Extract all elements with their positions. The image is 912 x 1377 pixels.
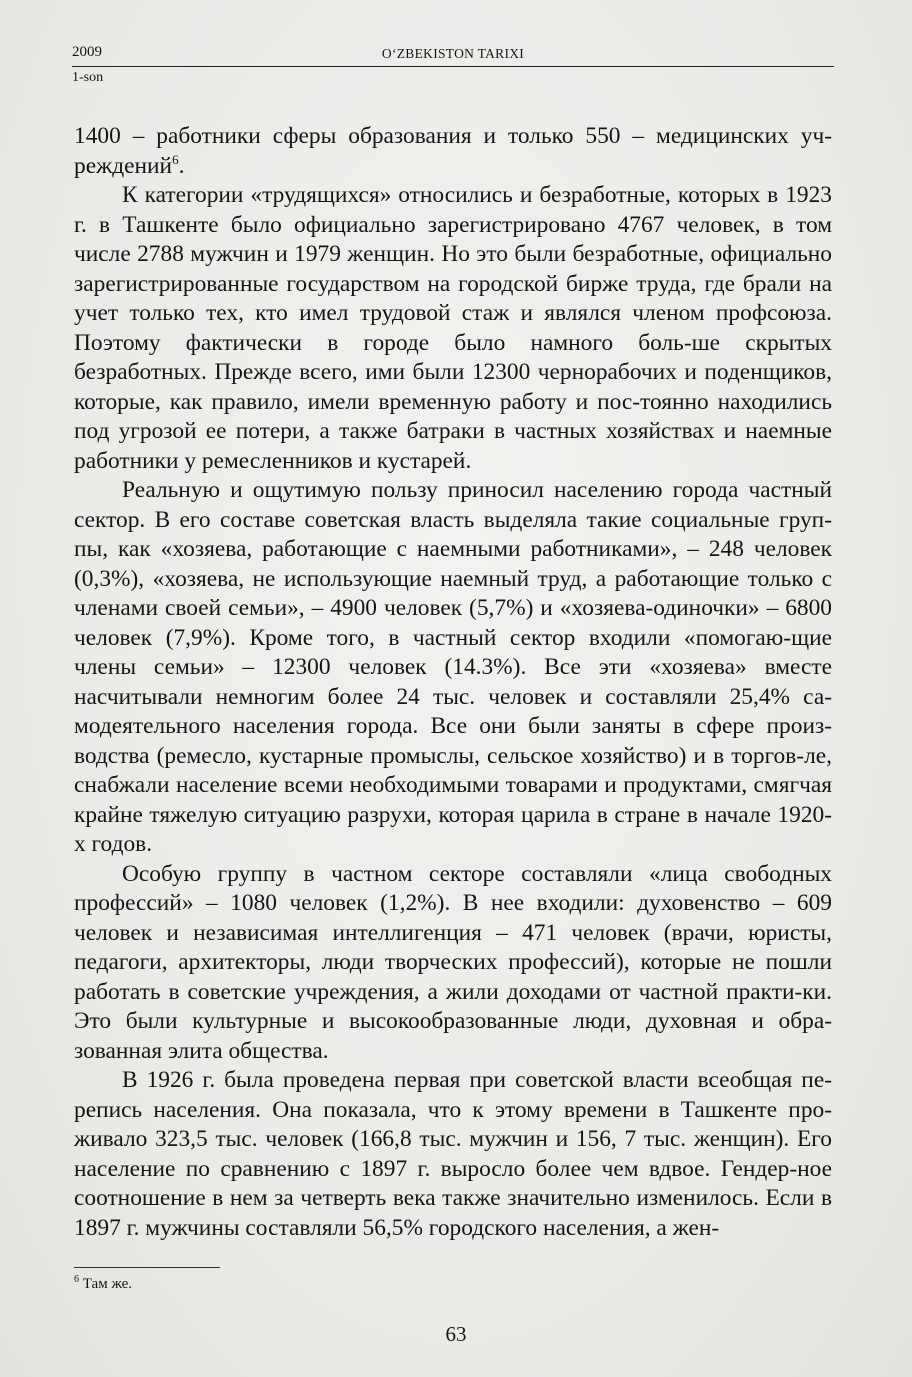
footnote-number: 6 [74,1274,79,1285]
paragraph-1 [74,122,832,181]
paragraph-2: К категории «трудящихся» относились и безработные, которых в 1923 г. в Ташкенте было официально зарегистрировано 4767 человек, в том числе 2788 мужчин и 1979 женщин. Но это были безработные, официально зарегистрированные государством на городской бирже труда, где брали на учет только тех, кто имел трудовой стаж и являлся членом профсоюза. Поэтому фактически в городе было намного боль-ше скрытых безработных. Прежде всего, ими были 12300 чернорабочих и поденщиков, которые, как правило, имели временную работу и пос-тоянно находились под угрозой ее потери, а также батраки в частных хозяйствах и наемные работники у ремесленников и кустарей. [74,182,832,474]
body-text [74,122,832,1243]
header-issue: 1-son [72,70,104,85]
footnote-reference[interactable]: 6 [172,151,179,167]
header-rule [72,66,834,67]
header-year: 2009 [72,44,102,60]
paragraph-4: Особую группу в частном секторе составляли «лица свободных профессий» – 1080 человек (1,2%). В нее входили: духовенство – 609 человек и независимая интеллигенция – 471 человек (врачи, юристы, педагоги, архитекторы, люди творческих профессий), которые не пошли работать в советские учреждения, а жили доходами от частной практи-ки. Это были культурные и высокообразованные люди, духовная и обра-зованная элита общества. [74,860,832,1064]
paragraph-1-end: . [178,152,185,179]
header-journal-title: O‘ZBEKISTON TARIXI [381,46,525,61]
footnote-text: Там же. [79,1276,133,1292]
footnote [74,1276,132,1293]
footnote-rule [74,1267,220,1268]
paragraph-3: Реальную и ощутимую пользу приносил населению города частный сектор. В его составе советская власть выделяла такие социальные груп-пы, как «хозяева, работающие с наемными работниками», – 248 человек (0,3%), «хозяева, не использующие наемный труд, а работающие только с членами своей семьи», – 4900 человек (5,7%) и «хозяева-одиночки» – 6800 человек (7,9%). Кроме того, в частный сектор входили «помогаю-щие члены семьи» – 12300 человек (14.3%). Все эти «хозяева» вместе насчитывали немногим более 24 тыс. человек и составляли 25,4% са-модеятельного населения города. Все они были заняты в сфере произ-водства (ремесло, кустарные промыслы, сельское хозяйство) и в торгов-ле, снабжали население всеми необходимыми товарами и продуктами, смягчая крайне тяжелую ситуацию разрухи, которая царила в стране в начале 1920-х годов. [74,477,832,857]
page-number: 63 [445,1322,467,1346]
paragraph-5: В 1926 г. была проведена первая при советской власти всеобщая пе-репись населения. Она показала, что к этому времени в Ташкенте про-живало 323,5 тыс. человек (166,8 тыс. мужчин и 156, 7 тыс. женщин). Его население по сравнению с 1897 г. выросло более чем вдвое. Гендер-ное соотношение в нем за четверть века также значительно изменилось. Если в 1897 г. мужчины составляли 56,5% городского населения, а жен- [74,1067,832,1241]
running-header [72,44,834,84]
paragraph-1-text: 1400 – работники сферы образования и только 550 – медицинских уч-реждений [74,123,832,179]
